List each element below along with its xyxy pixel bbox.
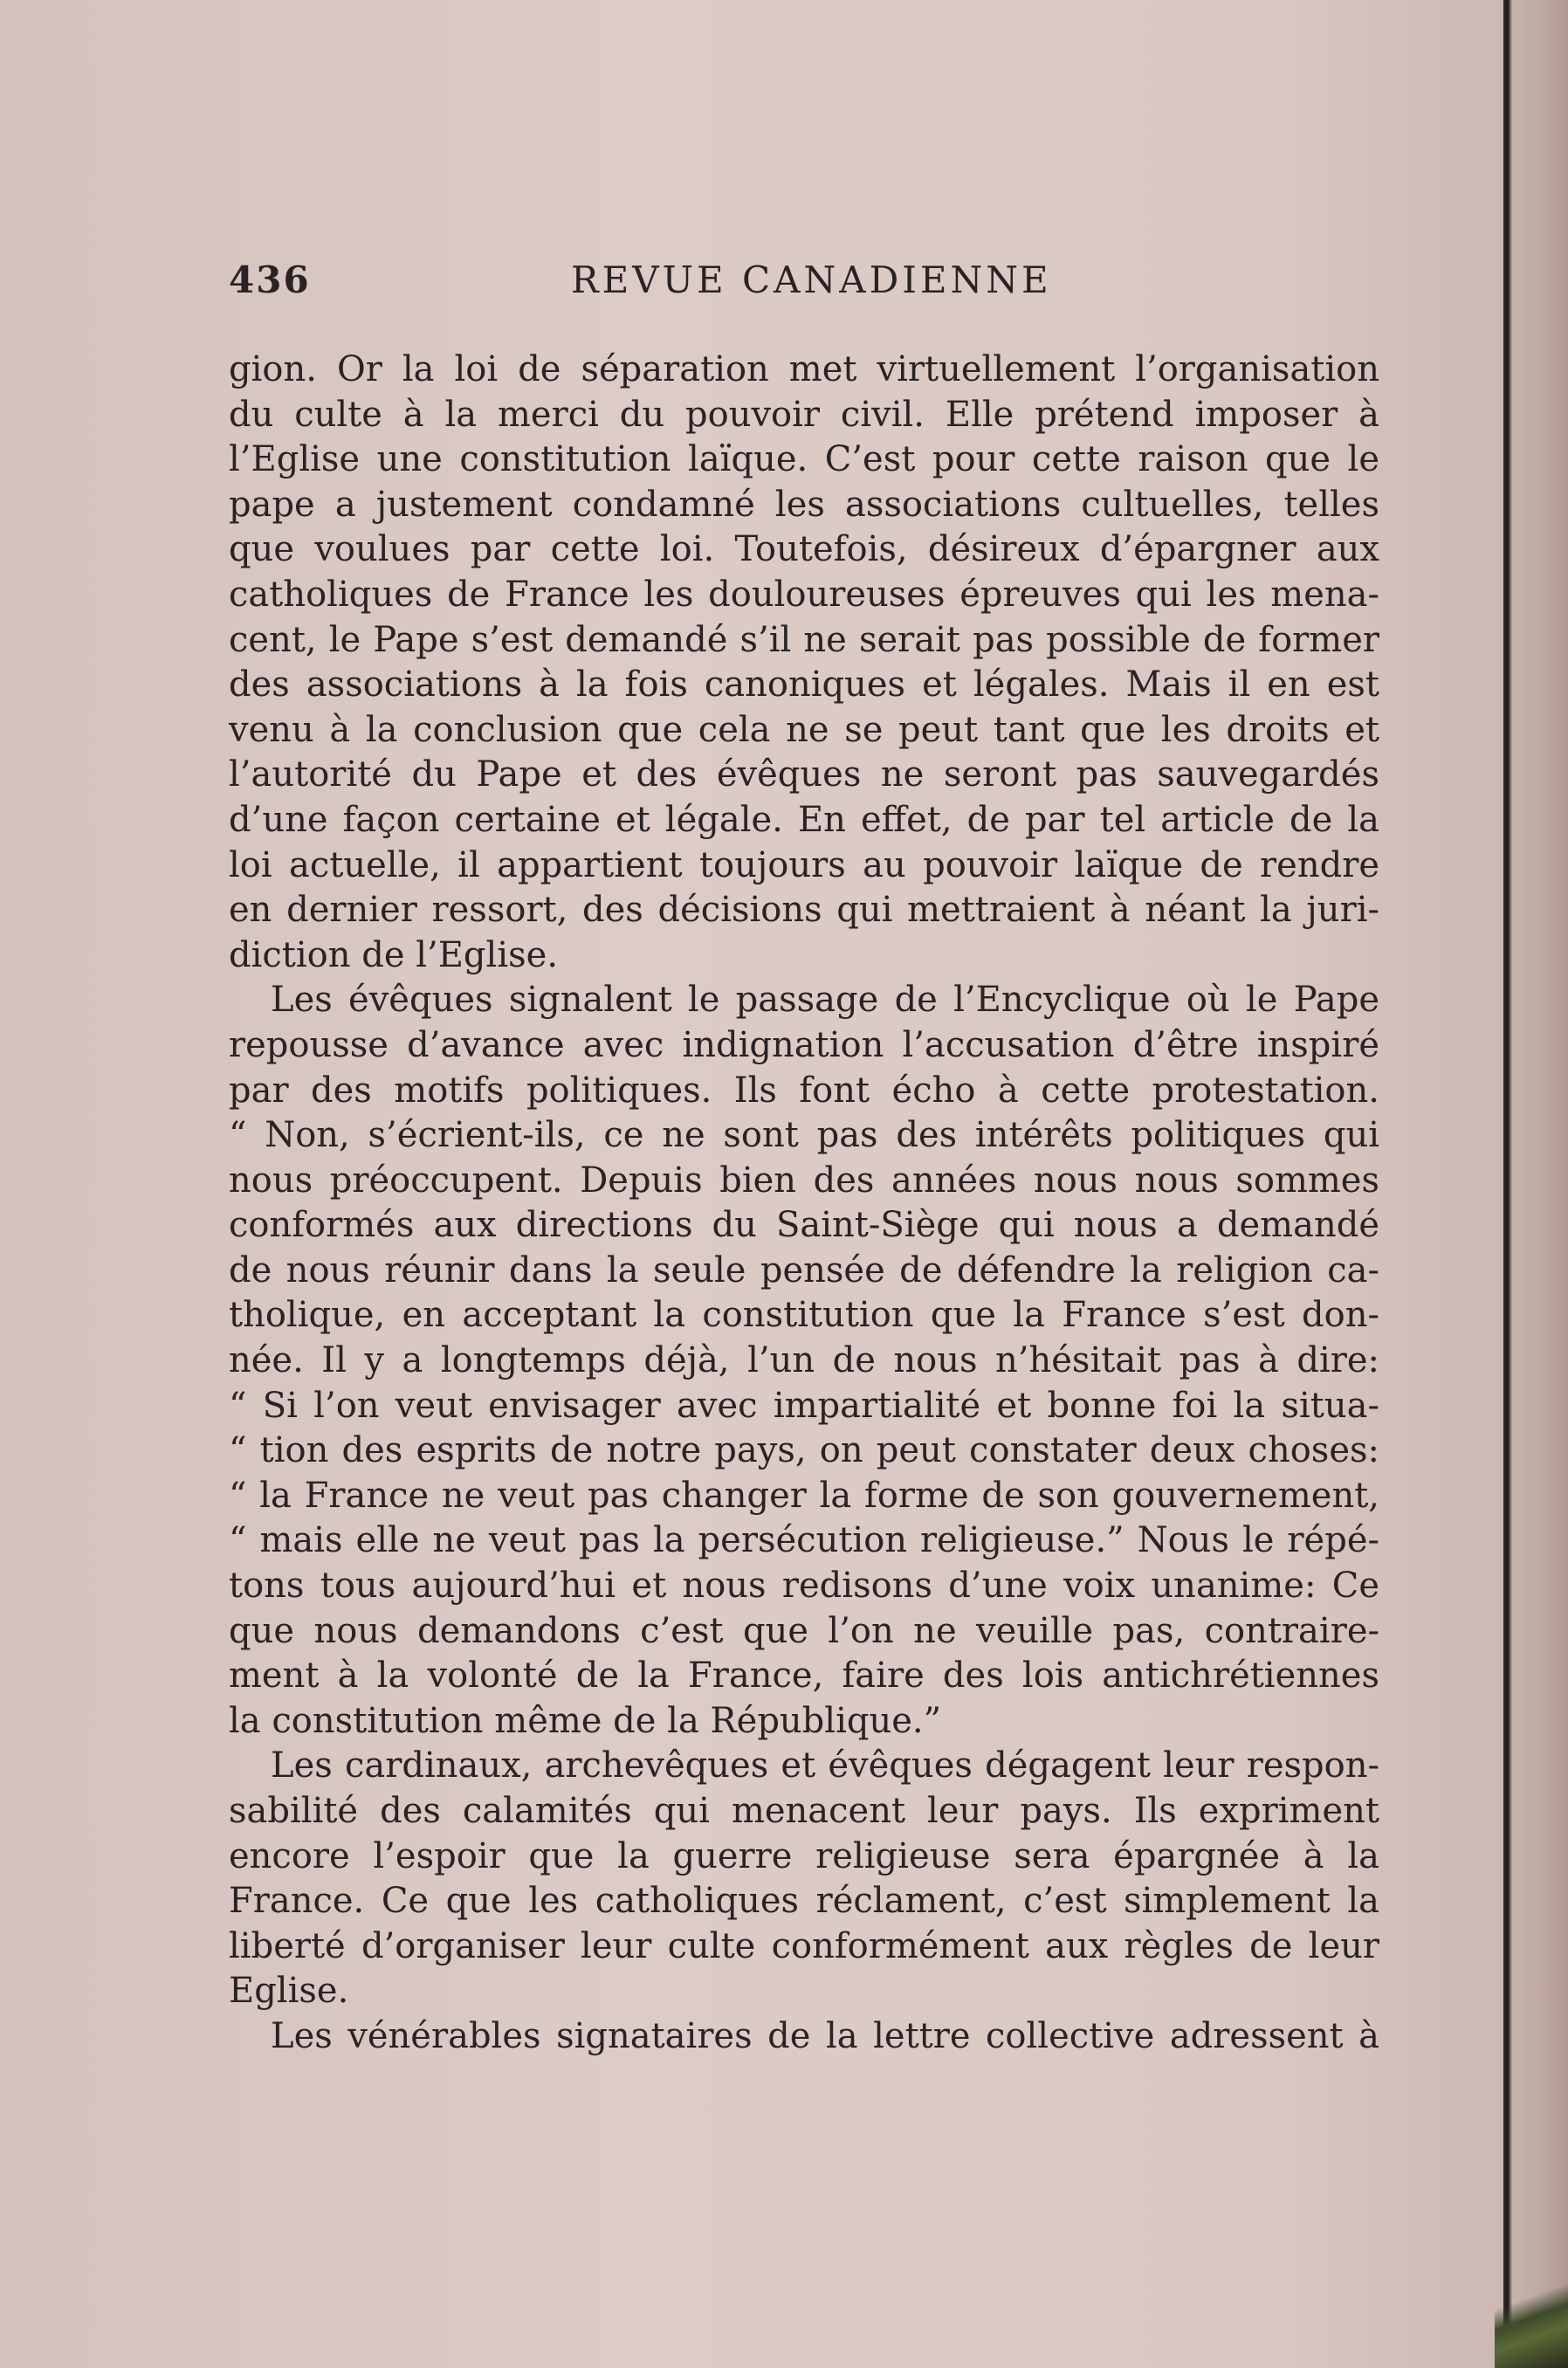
text-line: l’autorité du Pape et des évêques ne seront pas sauvegardés [229, 754, 1379, 795]
text-line: que voulues par cette loi. Toutefois, désireux d’épargner aux [229, 529, 1379, 570]
text-line: France. Ce que les catholiques réclament, c’est simplement la [229, 1881, 1379, 1922]
text-line: “ Si l’on veut envisager avec impartialité et bonne foi la situa- [229, 1385, 1379, 1426]
text-line: Eglise. [229, 1971, 349, 2012]
text-line: sabilité des calamités qui menacent leur pays. Ils expriment [229, 1791, 1379, 1831]
text-line: des associations à la fois canoniques et légales. Mais il en est [229, 664, 1379, 706]
text-line: en dernier ressort, des décisions qui mettraient à néant la juri- [229, 890, 1379, 931]
text-line: tholique, en acceptant la constitution que la France s’est don- [229, 1295, 1379, 1336]
text-line: Les vénérables signataires de la lettre collective adressent à [271, 2015, 1379, 2056]
binding-shadow [1505, 0, 1509, 2368]
text-line: l’Eglise une constitution laïque. C’est pour cette raison que le [229, 439, 1379, 480]
text-line: “ tion des esprits de notre pays, on peut constater deux choses: [229, 1430, 1379, 1471]
text-line: cent, le Pape s’est demandé s’il ne serait pas possible de former [229, 619, 1379, 660]
text-line: conformés aux directions du Saint-Siège qui nous a demandé [229, 1205, 1379, 1246]
text-line: liberté d’organiser leur culte conformément aux règles de leur [229, 1925, 1379, 1966]
text-line: “ Non, s’écrient-ils, ce ne sont pas des intérêts politiques qui [229, 1115, 1379, 1156]
text-line: Les cardinaux, archevêques et évêques dégagent leur respon- [271, 1745, 1379, 1786]
text-line: d’une façon certaine et légale. En effet, de par tel article de la [229, 799, 1379, 840]
text-line: Les évêques signalent le passage de l’Encyclique où le Pape [271, 980, 1379, 1021]
text-line: nous préoccupent. Depuis bien des années nous nous sommes [229, 1160, 1379, 1201]
page-edge [1503, 0, 1568, 2368]
text-line: gion. Or la loi de séparation met virtuellement l’organisation [229, 349, 1379, 389]
text-line: loi actuelle, il appartient toujours au pouvoir laïque de rendre [229, 844, 1379, 885]
text-line: repousse d’avance avec indignation l’accusation d’être inspiré [229, 1024, 1379, 1065]
running-title: REVUE CANADIENNE [571, 258, 1052, 301]
text-line: tons tous aujourd’hui et nous redisons d’une voix unanime: Ce [229, 1566, 1379, 1607]
text-line: du culte à la merci du pouvoir civil. Elle prétend imposer à [229, 394, 1379, 435]
page-number: 436 [229, 258, 311, 301]
text-line: née. Il y a longtemps déjà, l’un de nous n’hésitait pas à dire: [229, 1340, 1379, 1381]
text-line: catholiques de France les douloureuses épreuves qui les mena- [229, 574, 1379, 615]
text-line: venu à la conclusion que cela ne se peut tant que les droits et [229, 709, 1379, 750]
text-line: encore l’espoir que la guerre religieuse sera épargnée à la [229, 1835, 1379, 1876]
text-line: par des motifs politiques. Ils font écho à cette protestation. [229, 1070, 1379, 1111]
text-line: ment à la volonté de la France, faire des lois antichrétiennes [229, 1656, 1379, 1697]
text-line: la constitution même de la République.” [229, 1700, 942, 1741]
text-line: de nous réunir dans la seule pensée de défendre la religion ca- [229, 1249, 1379, 1291]
text-line: que nous demandons c’est que l’on ne veuille pas, contraire- [229, 1610, 1379, 1651]
text-line: “ la France ne veut pas changer la forme de son gouvernement, [229, 1475, 1379, 1516]
text-line: pape a justement condamné les associations cultuelles, telles [229, 484, 1379, 525]
text-line: “ mais elle ne veut pas la persécution religieuse.” Nous le répé- [229, 1520, 1379, 1561]
corner-shadow [1495, 2253, 1568, 2368]
running-header [229, 253, 1372, 309]
text-line: diction de l’Eglise. [229, 934, 559, 975]
body-text [229, 348, 1379, 2060]
